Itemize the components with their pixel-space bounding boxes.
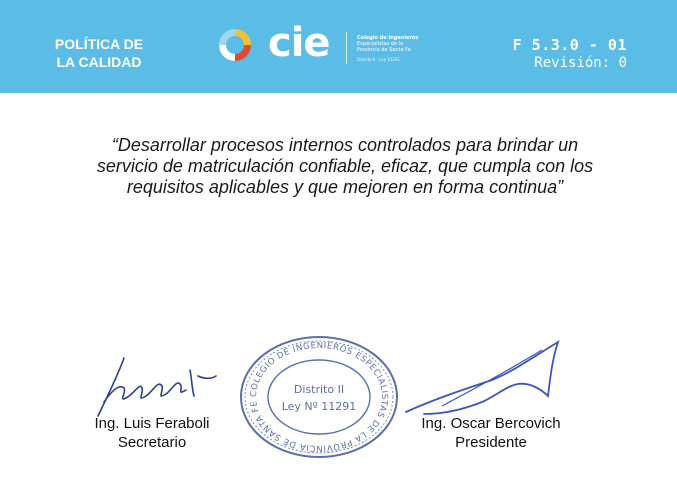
cie-logo-icon	[216, 26, 254, 64]
document-code-block	[513, 36, 627, 72]
document-title	[24, 35, 174, 71]
logo-org-name	[357, 35, 437, 53]
quality-policy-statement	[40, 135, 650, 198]
policy-line-3: requisitos aplicables y que mejoren en forma continua”	[126, 177, 564, 197]
signatory-secretary	[82, 414, 222, 452]
cie-logo	[216, 20, 436, 68]
signatory-name: Ing. Luis Feraboli	[94, 415, 210, 432]
institution-seal	[238, 333, 400, 461]
logo-divider	[346, 32, 347, 64]
signatory-role: Presidente	[455, 434, 527, 451]
seal-center-line-2: Ley Nº 11291	[281, 400, 357, 413]
signature-bercovich	[402, 340, 562, 420]
signatory-role: Secretario	[117, 434, 187, 451]
logo-org-line-3: Provincia de Santa Fe	[357, 47, 411, 53]
logo-subtitle: Distrito II · Ley 11291	[357, 57, 401, 62]
document-code: F 5.3.0 - 01	[512, 36, 627, 54]
header-bar	[0, 0, 677, 93]
logo-org-line-1: Colegio de Ingenieros	[357, 35, 419, 41]
seal-ring-text: COLEGIO DE INGENIEROS ESPECIALISTAS DE LA PROVINCIA DE SANTA FE	[248, 340, 390, 454]
svg-text:COLEGIO DE INGENIEROS ESPECIAL	[249, 341, 389, 453]
signatory-name: Ing. Oscar Bercovich	[421, 415, 561, 432]
logo-org-line-2: Especialistas de la	[357, 41, 404, 47]
logo-wordmark: cie	[268, 20, 330, 66]
policy-line-1: “Desarrollar procesos internos controlados para brindar un	[111, 135, 579, 155]
revision-number: Revisión: 0	[534, 55, 627, 71]
policy-line-2: servicio de matriculación confiable, eficaz, que cumpla con los	[96, 156, 594, 176]
signatory-president	[408, 414, 574, 452]
title-line-1: POLÍTICA DE	[54, 36, 144, 52]
seal-center-line-1: Distrito II	[293, 383, 345, 396]
title-line-2: LA CALIDAD	[56, 54, 142, 70]
